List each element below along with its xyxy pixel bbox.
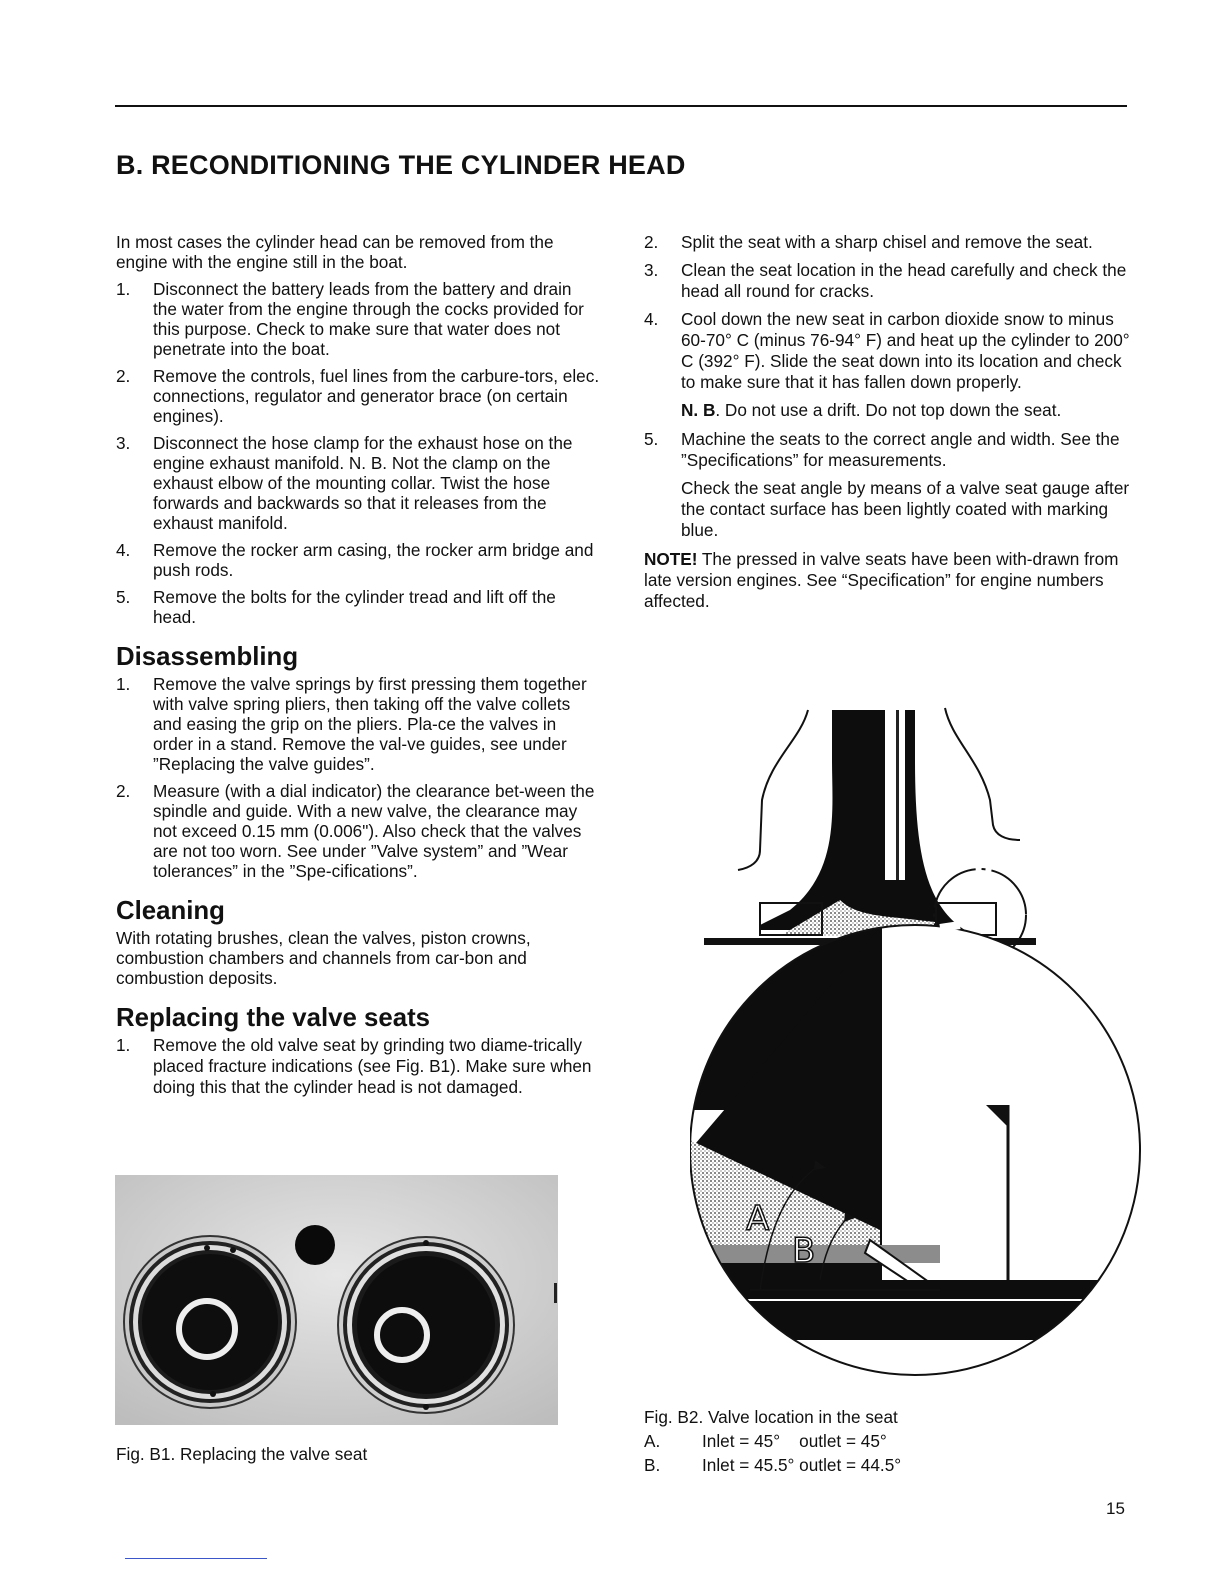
fig-b1-photo — [115, 1175, 558, 1425]
right-column — [644, 232, 1130, 619]
nb-note: N. B. Do not use a drift. Do not top down the seat. — [681, 400, 1062, 420]
left-column — [116, 232, 600, 1105]
fig-b2-label-b: B — [792, 1231, 816, 1271]
fig-b1-caption: Fig. B1. Replacing the valve seat — [116, 1444, 368, 1464]
fig-b2-caption-block — [644, 1405, 1064, 1477]
fig-b2-diagram — [690, 700, 1150, 1400]
list-item: 1. Remove the old valve seat by grinding two diame-trically placed fracture indications (see Fig. B1). Make sure when doing this that the cylinder head is not damaged. — [116, 1035, 592, 1097]
cleaning-paragraph: With rotating brushes, clean the valves, piston crowns, combustion chambers and channels from car-bon and combustion deposits. — [116, 928, 531, 988]
fig-b2-row-a: A. Inlet = 45° outlet = 45° — [644, 1431, 887, 1451]
list-item: 5. Remove the bolts for the cylinder tread and lift off the head. — [116, 587, 556, 627]
section-heading-replacing-seats: Replacing the valve seats — [116, 1004, 431, 1032]
header-rule — [115, 105, 1127, 107]
list-item: 4. Remove the rocker arm casing, the rocker arm bridge and push rods. — [116, 540, 594, 580]
page-number: 15 — [1106, 1499, 1125, 1518]
footer-line — [125, 1558, 267, 1559]
list-item: 1. Disconnect the battery leads from the battery and drain the water from the engine through the cocks provided for this purpose. Check to make sure that water does not penetrate into the boat. — [116, 279, 584, 359]
fig-b2-row-b: B. Inlet = 45.5° outlet = 44.5° — [644, 1455, 902, 1475]
list-item: 2. Split the seat with a sharp chisel and remove the seat. — [644, 232, 1093, 252]
list-item: 3. Clean the seat location in the head carefully and check the head all round for cracks. — [644, 260, 1127, 301]
note-paragraph: NOTE! The pressed in valve seats have been with-drawn from late version engines. See “Specification” for engine numbers affected. — [644, 549, 1119, 611]
intro-paragraph: In most cases the cylinder head can be removed from the engine with the engine still in the boat. — [116, 232, 554, 272]
list-item: 2. Measure (with a dial indicator) the clearance bet-ween the spindle and guide. With a new valve, the clearance may not exceed 0.15 mm (0.006"). Also check that the valves are not too worn. See under ”Valve system” and ”Wear tolerances” in the ”Spe-cifications”. — [116, 781, 595, 881]
page-title: B. RECONDITIONING THE CYLINDER HEAD — [116, 150, 686, 180]
section-heading-cleaning: Cleaning — [116, 897, 225, 925]
list-item: 2. Remove the controls, fuel lines from the carbure-tors, elec. connections, regulator and generator brace (on certain engines). — [116, 366, 600, 426]
fig-b2-caption: Fig. B2. Valve location in the seat — [644, 1407, 898, 1427]
section-heading-disassembling: Disassembling — [116, 643, 299, 671]
fig-b2-label-a: A — [746, 1199, 770, 1239]
list-item: 4. Cool down the new seat in carbon dioxide snow to minus 60-70° C (minus 76-94° F) and heat up the cylinder to 200° C (392° F). Slide the seat down into its location and check to make sure that it has fallen down properly. — [644, 309, 1130, 392]
check-paragraph: Check the seat angle by means of a valve seat gauge after the contact surface has been lightly coated with marking blue. — [681, 478, 1130, 540]
list-item: 1. Remove the valve springs by first pressing them together with valve spring pliers, then taking off the valve collets and easing the grip on the pliers. Pla-ce the valves in order in a stand. Remove the val-ve guides, see under ”Replacing the valve guides”. — [116, 674, 587, 774]
list-item: 5. Machine the seats to the correct angle and width. See the ”Specifications” for measurements. — [644, 429, 1120, 470]
list-item: 3. Disconnect the hose clamp for the exhaust hose on the engine exhaust manifold. N. B. Not the clamp on the exhaust elbow of the mounting collar. Twist the hose forwards and backwards so that it releases from the exhaust manifold. — [116, 433, 573, 533]
